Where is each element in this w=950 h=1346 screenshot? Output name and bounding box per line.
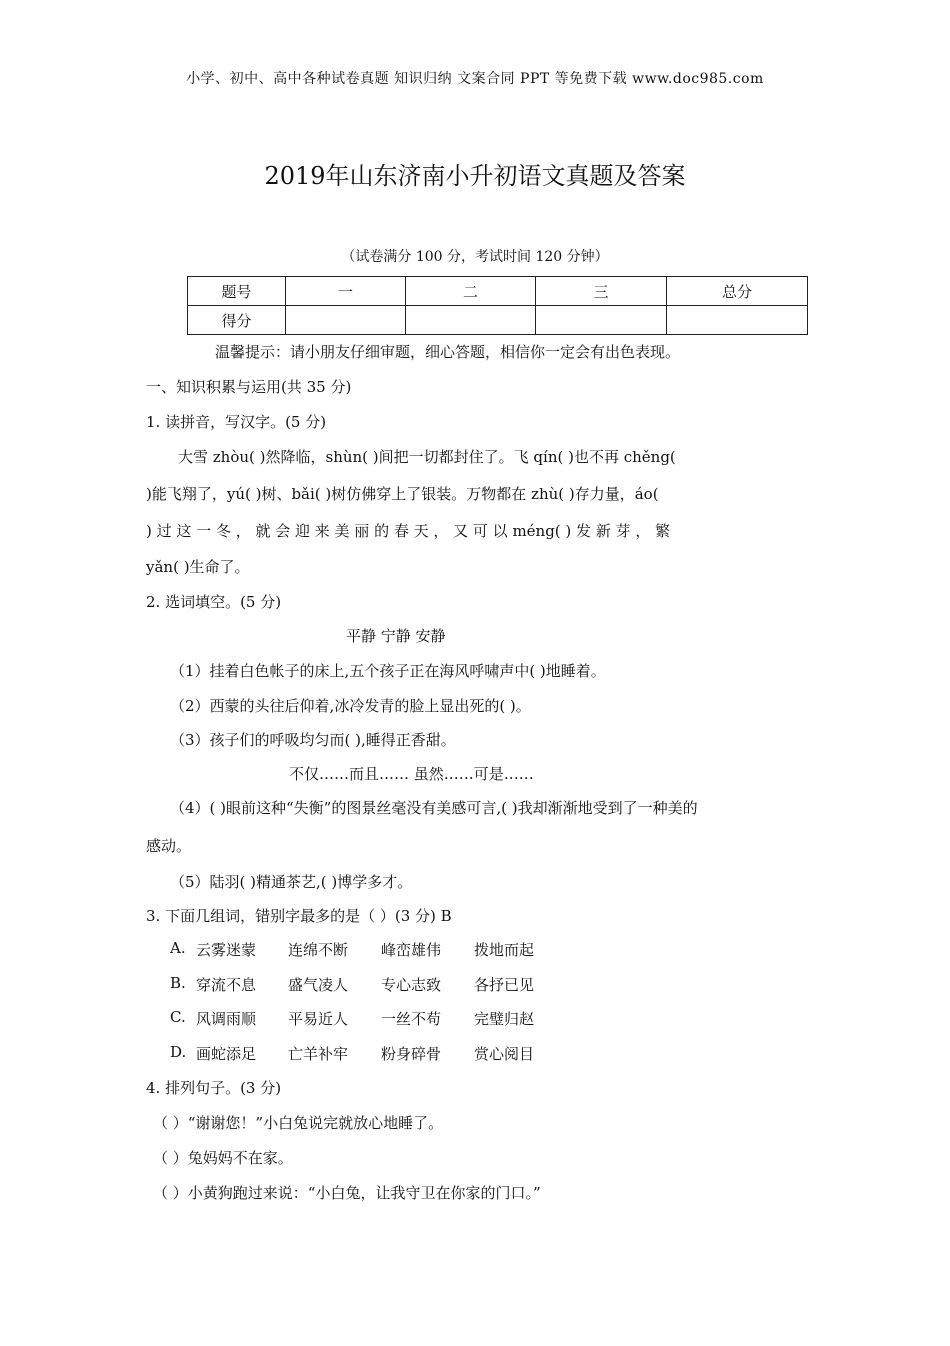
question-line: )能飞翔了，yú( )树、bǎi( )树仿佛穿上了银装。万物都在 zhù( )存力量，áo( [146, 485, 659, 503]
option-word: 峰峦雄伟 [381, 941, 442, 959]
question-item: 感动。 [146, 837, 192, 855]
option-word: 赏心阅目 [474, 1045, 535, 1063]
score-cell[interactable] [667, 306, 808, 335]
score-table [187, 276, 808, 335]
option-word: 一丝不苟 [381, 1010, 442, 1028]
question-item: （ ）“谢谢您！”小白兔说完就放心地睡了。 [153, 1114, 444, 1132]
option-letter: D. [170, 1043, 187, 1061]
table-header: 题号 [188, 277, 286, 306]
question-title: 4. 排列句子。(3 分) [146, 1079, 282, 1097]
option-word: 专心志致 [381, 976, 442, 994]
question-item: （3）孩子们的呼吸均匀而( ),睡得正香甜。 [170, 731, 456, 749]
exam-info: （试卷满分 100 分，考试时间 120 分钟） [341, 249, 609, 265]
option-word: 拨地而起 [474, 941, 535, 959]
option-word: 连绵不断 [288, 941, 349, 959]
section-heading: 一、知识积累与运用(共 35 分) [146, 378, 352, 396]
question-line: ) 过 这 一 冬 ， 就 会 迎 来 美 丽 的 春 天 ， 又 可 以 méng( ) 发 新 芽 ， 繁 [146, 522, 671, 540]
question-item: （4）( )眼前这种“失衡”的图景丝毫没有美感可言,( )我却渐渐地受到了一种美的 [170, 799, 698, 817]
tip-text: 温馨提示：请小朋友仔细审题，细心答题，相信你一定会有出色表现。 [215, 343, 681, 361]
page-header: 小学、初中、高中各种试卷真题 知识归纳 文案合同 PPT 等免费下载 www.doc985.com [186, 71, 764, 87]
option-word: 云雾迷蒙 [196, 941, 257, 959]
option-word: 各抒已见 [474, 976, 535, 994]
question-item: （1）挂着白色帐子的床上,五个孩子正在海风呼啸声中( )地睡着。 [170, 662, 606, 680]
option-word: 风调雨顺 [196, 1010, 257, 1028]
option-word: 穿流不息 [196, 976, 257, 994]
row-label: 得分 [188, 306, 286, 335]
question-line: yǎn( )生命了。 [146, 558, 250, 576]
option-letter: B. [170, 974, 186, 992]
table-header: 一 [286, 277, 406, 306]
option-word: 完璧归赵 [474, 1010, 535, 1028]
table-header: 二 [406, 277, 536, 306]
option-word: 亡羊补牢 [288, 1045, 349, 1063]
score-cell[interactable] [536, 306, 667, 335]
page-title: 2019年山东济南小升初语文真题及答案 [264, 162, 686, 190]
score-cell[interactable] [286, 306, 406, 335]
question-item: （5）陆羽( )精通茶艺,( )博学多才。 [170, 873, 413, 891]
word-choices: 不仅……而且…… 虽然……可是…… [289, 765, 534, 783]
question-title: 3. 下面几组词，错别字最多的是（ ）(3 分) B [146, 907, 452, 925]
table-header: 三 [536, 277, 667, 306]
question-item: （ ）兔妈妈不在家。 [153, 1149, 293, 1167]
table-header: 总分 [667, 277, 808, 306]
question-item: （2）西蒙的头往后仰着,冰冷发青的脸上显出死的( )。 [170, 697, 531, 715]
option-letter: A. [170, 939, 186, 957]
option-word: 盛气凌人 [288, 976, 349, 994]
table-header-row [188, 277, 808, 306]
word-choices: 平静 宁静 安静 [346, 627, 446, 645]
question-line: 大雪 zhòu( )然降临，shùn( )间把一切都封住了。飞 qín( )也不再 chěng( [178, 448, 676, 466]
table-row [188, 306, 808, 335]
option-letter: C. [170, 1008, 186, 1026]
option-word: 画蛇添足 [196, 1045, 257, 1063]
score-cell[interactable] [406, 306, 536, 335]
question-title: 1. 读拼音，写汉字。(5 分) [146, 413, 327, 431]
option-word: 粉身碎骨 [381, 1045, 442, 1063]
question-item: （ ）小黄狗跑过来说：“小白兔，让我守卫在你家的门口。” [153, 1184, 541, 1202]
question-title: 2. 选词填空。(5 分) [146, 593, 282, 611]
option-word: 平易近人 [288, 1010, 349, 1028]
